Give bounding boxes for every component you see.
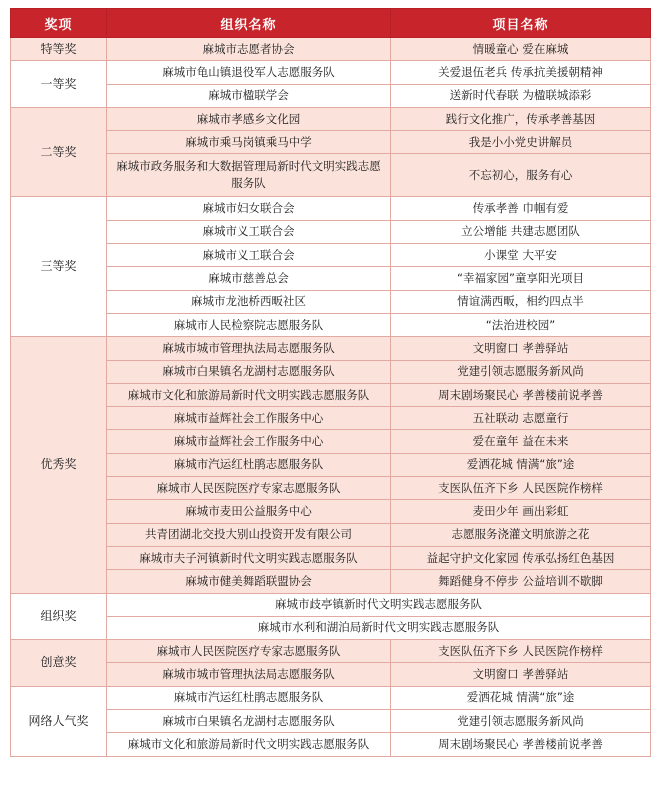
project-cell: 周末剧场聚民心 孝善楼前说孝善 [391,733,651,756]
organization-cell: 麻城市城市管理执法局志愿服务队 [107,663,391,686]
table-row [11,570,651,593]
table-row [11,84,651,107]
project-cell: 不忘初心，服务有心 [391,154,651,197]
organization-cell: 麻城市人民医院医疗专家志愿服务队 [107,640,391,663]
organization-cell: 麻城市政务服务和大数据管理局新时代文明实践志愿服务队 [107,154,391,197]
project-cell: 支医队伍齐下乡 人民医院作榜样 [391,477,651,500]
project-cell: “法治进校园” [391,313,651,336]
table-row [11,453,651,476]
table-row [11,267,651,290]
table-row [11,546,651,569]
award-cell: 组织奖 [11,593,107,640]
header-project: 项目名称 [391,9,651,38]
organization-cell: 麻城市妇女联合会 [107,197,391,220]
organization-cell: 麻城市龙池桥西畈社区 [107,290,391,313]
organization-cell: 麻城市汽运红杜鹃志愿服务队 [107,453,391,476]
table-row [11,383,651,406]
project-cell: 爱洒花城 情满“旅”途 [391,686,651,709]
table-row [11,38,651,61]
project-cell: 小课堂 大平安 [391,244,651,267]
project-cell: 立公增能 共建志愿团队 [391,220,651,243]
project-cell: 爱在童年 益在未来 [391,430,651,453]
awards-body [11,38,651,757]
table-row [11,61,651,84]
organization-cell: 共青团湖北交投大别山投资开发有限公司 [107,523,391,546]
table-row [11,733,651,756]
table-row [11,107,651,130]
organization-cell: 麻城市水利和湖泊局新时代文明实践志愿服务队 [107,616,651,639]
project-cell: 五社联动 志愿童行 [391,407,651,430]
table-row [11,337,651,360]
organization-cell: 麻城市城市管理执法局志愿服务队 [107,337,391,360]
award-cell: 优秀奖 [11,337,107,593]
table-row [11,430,651,453]
organization-cell: 麻城市义工联合会 [107,220,391,243]
project-cell: 关爱退伍老兵 传承抗美援朝精神 [391,61,651,84]
project-cell: 周末剧场聚民心 孝善楼前说孝善 [391,383,651,406]
organization-cell: 麻城市健美舞蹈联盟协会 [107,570,391,593]
organization-cell: 麻城市人民医院医疗专家志愿服务队 [107,477,391,500]
table-row [11,686,651,709]
organization-cell: 麻城市义工联合会 [107,244,391,267]
organization-cell: 麻城市白果镇名龙湖村志愿服务队 [107,710,391,733]
project-cell: 党建引领志愿服务新风尚 [391,360,651,383]
header-organization: 组织名称 [107,9,391,38]
table-row [11,197,651,220]
table-row [11,593,651,616]
organization-cell: 麻城市白果镇名龙湖村志愿服务队 [107,360,391,383]
project-cell: 文明窗口 孝善驿站 [391,663,651,686]
project-cell: 情谊满西畈，相约四点半 [391,290,651,313]
table-row [11,360,651,383]
organization-cell: 麻城市人民检察院志愿服务队 [107,313,391,336]
awards-table [10,8,651,757]
project-cell: 益起守护文化家园 传承弘扬红色基因 [391,546,651,569]
project-cell: 麦田少年 画出彩虹 [391,500,651,523]
table-row [11,477,651,500]
organization-cell: 麻城市歧亭镇新时代文明实践志愿服务队 [107,593,651,616]
table-row [11,407,651,430]
header-row [11,9,651,38]
header-award: 奖项 [11,9,107,38]
table-row [11,154,651,197]
organization-cell: 麻城市慈善总会 [107,267,391,290]
table-row [11,500,651,523]
table-row [11,616,651,639]
table-row [11,313,651,336]
project-cell: 支医队伍齐下乡 人民医院作榜样 [391,640,651,663]
project-cell: 舞蹈健身不停步 公益培训不歇脚 [391,570,651,593]
project-cell: 情暖童心 爱在麻城 [391,38,651,61]
organization-cell: 麻城市夫子河镇新时代文明实践志愿服务队 [107,546,391,569]
table-row [11,523,651,546]
project-cell: 文明窗口 孝善驿站 [391,337,651,360]
organization-cell: 麻城市文化和旅游局新时代文明实践志愿服务队 [107,733,391,756]
award-cell: 网络人气奖 [11,686,107,756]
organization-cell: 麻城市乘马岗镇乘马中学 [107,131,391,154]
organization-cell: 麻城市孝感乡文化园 [107,107,391,130]
organization-cell: 麻城市楹联学会 [107,84,391,107]
table-row [11,663,651,686]
project-cell: 志愿服务浇灌文明旅游之花 [391,523,651,546]
award-cell: 特等奖 [11,38,107,61]
organization-cell: 麻城市益辉社会工作服务中心 [107,407,391,430]
table-row [11,290,651,313]
award-cell: 二等奖 [11,107,107,197]
organization-cell: 麻城市益辉社会工作服务中心 [107,430,391,453]
project-cell: 送新时代春联 为楹联城添彩 [391,84,651,107]
project-cell: 我是小小党史讲解员 [391,131,651,154]
project-cell: 传承孝善 巾帼有爱 [391,197,651,220]
table-row [11,640,651,663]
organization-cell: 麻城市汽运红杜鹃志愿服务队 [107,686,391,709]
project-cell: 爱洒花城 情满“旅”途 [391,453,651,476]
organization-cell: 麻城市文化和旅游局新时代文明实践志愿服务队 [107,383,391,406]
project-cell: “幸福家园”童享阳光项目 [391,267,651,290]
table-row [11,710,651,733]
award-cell: 三等奖 [11,197,107,337]
organization-cell: 麻城市志愿者协会 [107,38,391,61]
table-row [11,244,651,267]
organization-cell: 麻城市麦田公益服务中心 [107,500,391,523]
table-row [11,131,651,154]
award-cell: 创意奖 [11,640,107,687]
table-row [11,220,651,243]
project-cell: 党建引领志愿服务新风尚 [391,710,651,733]
project-cell: 践行文化推广，传承孝善基因 [391,107,651,130]
award-cell: 一等奖 [11,61,107,108]
organization-cell: 麻城市龟山镇退役军人志愿服务队 [107,61,391,84]
